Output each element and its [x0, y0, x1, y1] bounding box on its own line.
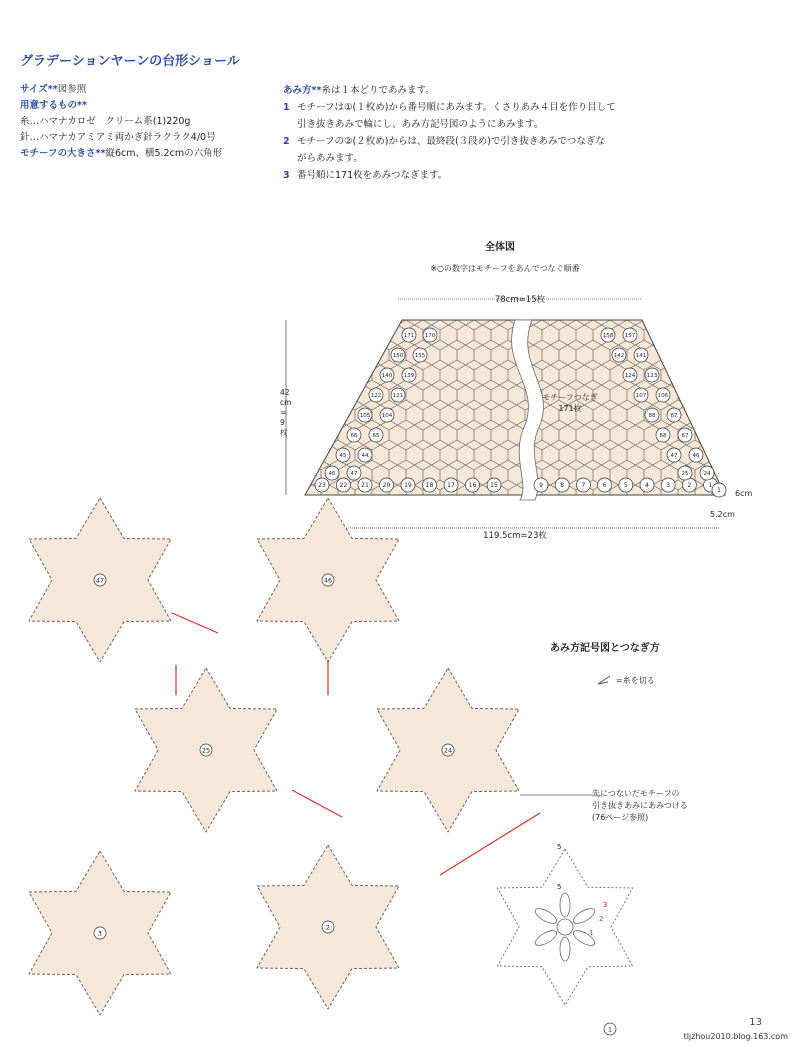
motif-number — [380, 408, 394, 422]
svg-text:46: 46 — [328, 470, 336, 477]
yarn-line: 糸…ハマナカロゼ クリーム系(1)220g — [20, 116, 191, 127]
motif-number — [623, 328, 637, 342]
svg-text:124: 124 — [624, 372, 636, 379]
motif-label — [604, 1023, 616, 1035]
motif-number — [444, 478, 458, 492]
svg-text:18: 18 — [425, 482, 434, 490]
motif-number — [667, 448, 681, 462]
svg-text:67: 67 — [681, 432, 689, 439]
motif-number — [555, 478, 569, 492]
svg-text:121: 121 — [392, 392, 404, 399]
svg-text:155: 155 — [414, 352, 426, 359]
round-label: 5 — [557, 883, 562, 891]
motif-number — [645, 408, 659, 422]
motif-number — [678, 428, 692, 442]
motif-number — [315, 478, 329, 492]
svg-text:25: 25 — [681, 470, 689, 477]
motif-number — [640, 478, 654, 492]
motif-width-label: 5.2cm — [710, 510, 735, 519]
instructions-label: あみ方** — [283, 85, 322, 96]
overall-diagram-note: ※○の数字はモチーフをあんでつなぐ順番 — [430, 264, 580, 273]
motif-number — [576, 478, 590, 492]
motif-label — [322, 921, 334, 933]
motif-number — [645, 368, 659, 382]
svg-text:19: 19 — [404, 482, 412, 490]
svg-text:106: 106 — [657, 392, 669, 399]
motif-number — [380, 478, 394, 492]
join-arrow — [440, 813, 540, 875]
svg-text:88: 88 — [648, 412, 656, 419]
svg-text:23: 23 — [318, 482, 326, 490]
center-label-2: 171枚 — [558, 404, 582, 413]
svg-text:9: 9 — [539, 482, 543, 490]
motif-label — [442, 744, 454, 756]
svg-text:122: 122 — [370, 392, 382, 399]
motif-number — [401, 478, 415, 492]
motif-number — [623, 368, 637, 382]
svg-text:45: 45 — [339, 452, 347, 459]
svg-text:139: 139 — [403, 372, 415, 379]
svg-text:66: 66 — [350, 432, 358, 439]
svg-text:140: 140 — [381, 372, 393, 379]
motif-number — [369, 388, 383, 402]
svg-text:68: 68 — [659, 432, 667, 439]
svg-text:47: 47 — [95, 576, 105, 585]
step-1-text-b: 引き抜きあみで輪にし、あみ方記号図のようにあみます。 — [297, 119, 544, 130]
svg-text:44: 44 — [361, 452, 369, 459]
motif-number — [347, 466, 361, 480]
step-2-text-b: がらあみます。 — [297, 153, 363, 164]
chart-title: あみ方記号図とつなぎ方 — [550, 643, 660, 654]
svg-text:47: 47 — [670, 452, 678, 459]
size-label: サイズ** — [20, 84, 58, 95]
credit: tljzhou2010.blog.163.com — [683, 1032, 788, 1041]
motif-number — [358, 448, 372, 462]
svg-text:25: 25 — [201, 746, 211, 755]
step-3-text: 番号順に171枚をあみつなぎます。 — [297, 170, 448, 181]
svg-text:3: 3 — [666, 482, 671, 490]
svg-text:24: 24 — [703, 470, 711, 477]
svg-text:7: 7 — [581, 482, 586, 490]
motif-group — [29, 498, 519, 1015]
motif-number — [656, 388, 670, 402]
motif-number — [598, 478, 612, 492]
round-label: 3 — [603, 901, 608, 909]
svg-text:46: 46 — [692, 452, 700, 459]
motif-number — [336, 448, 350, 462]
crochet-motif — [377, 668, 519, 832]
svg-text:22: 22 — [339, 482, 348, 490]
materials-info — [20, 82, 222, 162]
step-2-text-a: モチーフの②(２枚め)からは、最終段(３段め)で引き抜きあみでつなぎな — [297, 136, 605, 147]
svg-text:105: 105 — [359, 412, 371, 419]
motif-size-label: モチーフの大きさ** — [20, 148, 106, 159]
svg-text:20: 20 — [382, 482, 391, 490]
svg-text:8: 8 — [560, 482, 565, 490]
svg-text:24: 24 — [443, 746, 453, 755]
motif-number — [689, 448, 703, 462]
motif-height-label: 6cm — [735, 489, 753, 498]
center-label-1: モチーフつなぎ — [542, 393, 598, 402]
svg-text:142: 142 — [613, 352, 625, 359]
motif-label — [94, 927, 106, 939]
crochet-motif — [135, 668, 277, 832]
materials-label: 用意するもの** — [20, 100, 87, 111]
join-arrow — [292, 790, 342, 817]
svg-text:1: 1 — [708, 482, 713, 490]
motif-number — [619, 478, 633, 492]
svg-text:5: 5 — [623, 482, 628, 490]
crochet-motif — [29, 851, 171, 1015]
motif-label — [200, 744, 212, 756]
bottom-row-left — [315, 478, 501, 492]
svg-text:158: 158 — [602, 332, 614, 339]
svg-text:150: 150 — [392, 352, 404, 359]
motif-number — [325, 466, 339, 480]
symbol-chart — [80, 555, 680, 1035]
detail-motif — [498, 843, 633, 1035]
motif-number — [413, 348, 427, 362]
motif-number — [534, 478, 548, 492]
step-3-number: 3 — [283, 170, 290, 181]
motif-number — [487, 478, 501, 492]
svg-text:16: 16 — [468, 482, 477, 490]
svg-text:141: 141 — [635, 352, 647, 359]
round-label: 2 — [599, 915, 604, 923]
motif-number — [712, 483, 726, 497]
bottom-dimension: 119.5cm=23枚 — [483, 531, 547, 541]
motif-number — [601, 328, 615, 342]
motif-number — [380, 368, 394, 382]
join-arrow — [172, 613, 218, 633]
svg-text:2: 2 — [687, 482, 692, 490]
motif-label — [94, 574, 106, 586]
svg-text:3: 3 — [97, 929, 103, 938]
svg-text:87: 87 — [670, 412, 678, 419]
overall-diagram — [270, 285, 753, 545]
svg-text:170: 170 — [424, 332, 436, 339]
motif-number — [678, 466, 692, 480]
svg-text:47: 47 — [350, 470, 358, 477]
motif-number — [700, 466, 714, 480]
svg-text:17: 17 — [447, 482, 455, 490]
join-note-1: 先につないだモチーフの — [592, 789, 680, 798]
join-note-3: (76ページ参照) — [592, 813, 649, 822]
svg-text:2: 2 — [325, 923, 331, 932]
motif-number — [358, 408, 372, 422]
svg-text:123: 123 — [646, 372, 658, 379]
instructions-intro: 糸は１本どりであみます。 — [321, 85, 435, 96]
instructions — [283, 82, 723, 184]
svg-text:65: 65 — [372, 432, 380, 439]
motif-number — [402, 368, 416, 382]
join-note-2: 引き抜きあみにあみつける — [592, 801, 688, 810]
overall-diagram-title: 全体図 — [485, 242, 515, 253]
motif-number — [612, 348, 626, 362]
motif-number — [656, 428, 670, 442]
motif-number — [466, 478, 480, 492]
motif-number — [347, 428, 361, 442]
motif-number — [391, 348, 405, 362]
svg-text:157: 157 — [624, 332, 636, 339]
svg-text:6: 6 — [602, 482, 607, 490]
motif-number — [337, 478, 351, 492]
svg-text:21: 21 — [361, 482, 369, 490]
motif-number — [667, 408, 681, 422]
svg-text:1: 1 — [607, 1025, 613, 1034]
svg-text:46: 46 — [323, 576, 333, 585]
page-number: 13 — [749, 1017, 762, 1028]
top-dimension: 78cm=15枚 — [494, 295, 546, 305]
svg-text:107: 107 — [635, 392, 647, 399]
step-1-text-a: モチーフは①(１枚め)から番号順にあみます。くさりあみ４目を作り目して — [297, 102, 616, 113]
motif-number — [402, 328, 416, 342]
crochet-motif — [29, 498, 171, 662]
svg-text:1: 1 — [717, 487, 721, 495]
motif-size-value: 縦6cm、横5.2cmの六角形 — [105, 148, 223, 159]
motif-number — [391, 388, 405, 402]
step-1-number: 1 — [283, 102, 290, 113]
step-2-number: 2 — [283, 136, 290, 147]
height-dimension: 42 cm = 9 枚 — [280, 388, 292, 437]
svg-text:104: 104 — [381, 412, 393, 419]
motif-label — [322, 574, 334, 586]
motif-number — [423, 328, 437, 342]
svg-text:4: 4 — [645, 482, 649, 490]
motif-number — [661, 478, 675, 492]
motif-number — [634, 348, 648, 362]
svg-text:171: 171 — [403, 332, 415, 339]
motif-number — [369, 428, 383, 442]
round-label: 5 — [557, 843, 562, 851]
motif-number — [634, 388, 648, 402]
needle-line: 針…ハマナカアミアミ両かぎ針ラクラク4/0号 — [20, 132, 216, 143]
round-label: 1 — [589, 929, 594, 937]
size-value: 図参照 — [57, 84, 87, 95]
motif-number — [423, 478, 437, 492]
crochet-motif — [257, 845, 399, 1009]
legend-text: =糸を切る — [616, 676, 655, 685]
motif-number — [358, 478, 372, 492]
svg-text:15: 15 — [490, 482, 498, 490]
page-title: グラデーションヤーンの台形ショール — [20, 54, 240, 69]
